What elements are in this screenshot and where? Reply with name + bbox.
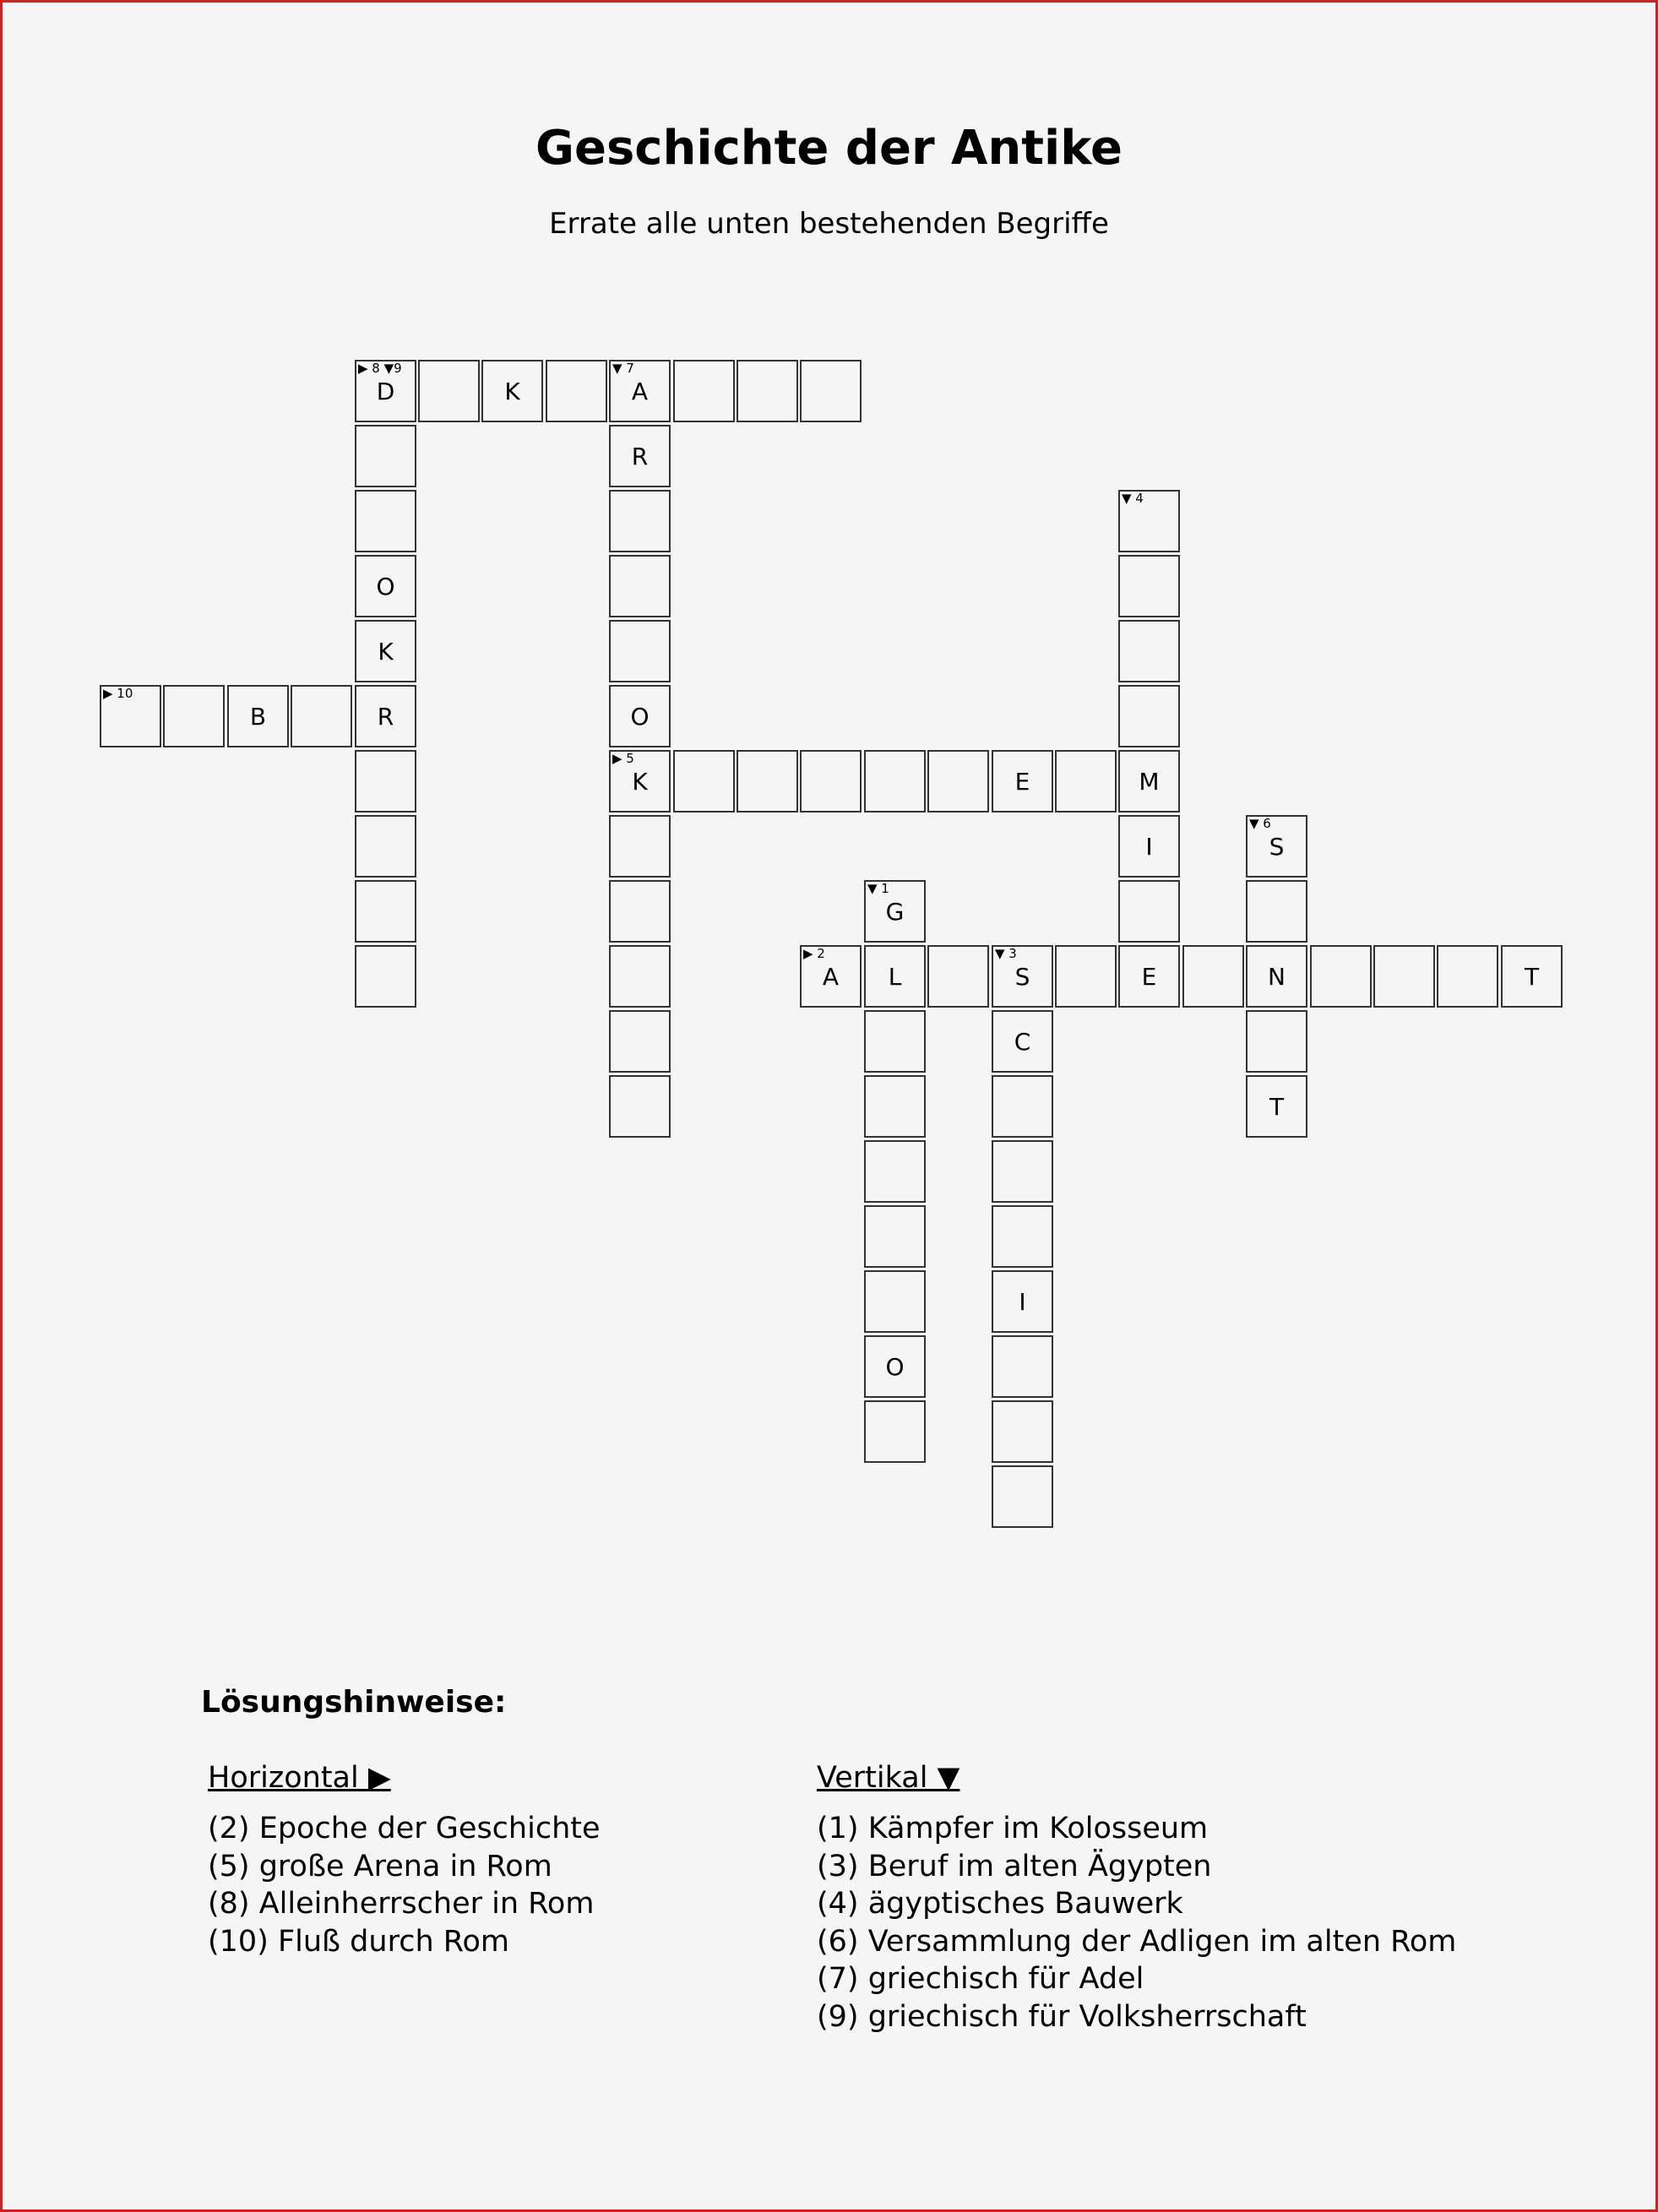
crossword-cell[interactable]	[355, 360, 416, 422]
crossword-cell[interactable]	[1182, 945, 1244, 1008]
crossword-cell[interactable]	[864, 1205, 926, 1268]
crossword-cell[interactable]	[864, 1335, 926, 1398]
cell-letter: O	[376, 572, 395, 601]
crossword-cell[interactable]	[609, 425, 671, 487]
crossword-cell[interactable]	[1118, 750, 1180, 813]
clue-vertical: (1) Kämpfer im Kolosseum	[817, 1812, 1209, 1845]
clue-number: ▼ 1	[867, 881, 889, 896]
vertical-heading: Vertikal ▼	[817, 1761, 960, 1795]
crossword-cell[interactable]	[992, 1465, 1053, 1528]
crossword-cell[interactable]	[864, 1075, 926, 1138]
clue-number: ▶ 10	[103, 686, 133, 701]
crossword-cell[interactable]	[800, 750, 862, 813]
page-subtitle: Errate alle unten bestehenden Begriffe	[549, 207, 1109, 241]
cell-letter: A	[822, 962, 840, 991]
crossword-cell[interactable]	[609, 685, 671, 747]
clue-vertical: (7) griechisch für Adel	[817, 1962, 1144, 1996]
clue-vertical: (4) ägyptisches Bauwerk	[817, 1887, 1183, 1921]
crossword-cell[interactable]	[355, 815, 416, 878]
crossword-cell[interactable]	[927, 750, 989, 813]
cell-letter: I	[1145, 832, 1153, 861]
crossword-cell[interactable]	[609, 360, 671, 422]
crossword-cell[interactable]	[355, 945, 416, 1008]
crossword-cell[interactable]	[1373, 945, 1435, 1008]
crossword-cell[interactable]	[609, 555, 671, 617]
crossword-cell[interactable]	[737, 750, 798, 813]
crossword-cell[interactable]	[481, 360, 543, 422]
hints-title: Lösungshinweise:	[201, 1685, 507, 1720]
crossword-cell[interactable]	[800, 360, 862, 422]
crossword-cell[interactable]	[992, 1205, 1053, 1268]
crossword-cell[interactable]	[355, 425, 416, 487]
crossword-cell[interactable]	[609, 945, 671, 1008]
crossword-cell[interactable]	[992, 1075, 1053, 1138]
crossword-cell[interactable]	[418, 360, 480, 422]
cell-letter: D	[376, 377, 395, 405]
crossword-cell[interactable]	[609, 880, 671, 943]
clue-number: ▼ 4	[1122, 491, 1144, 506]
crossword-cell[interactable]	[546, 360, 607, 422]
cell-letter: C	[1014, 1027, 1031, 1056]
cell-letter: N	[1268, 962, 1286, 991]
clue-number: ▼ 6	[1249, 816, 1271, 831]
clue-number: ▶ 2	[803, 946, 825, 961]
cell-letter: O	[885, 1352, 905, 1381]
crossword-cell[interactable]	[227, 685, 289, 747]
crossword-cell[interactable]	[609, 750, 671, 813]
crossword-cell[interactable]	[1118, 555, 1180, 617]
cell-letter: S	[1014, 962, 1030, 991]
cell-letter: O	[630, 702, 650, 731]
clue-number: ▼ 7	[612, 361, 634, 376]
crossword-cell[interactable]	[609, 1010, 671, 1073]
crossword-cell[interactable]	[864, 750, 926, 813]
crossword-cell[interactable]	[864, 1270, 926, 1333]
clue-horizontal: (8) Alleinherrscher in Rom	[208, 1887, 595, 1921]
crossword-cell[interactable]	[355, 555, 416, 617]
crossword-cell[interactable]	[992, 1270, 1053, 1333]
crossword-cell[interactable]	[609, 1075, 671, 1138]
cell-letter: I	[1019, 1287, 1026, 1316]
crossword-cell[interactable]	[1118, 620, 1180, 682]
crossword-cell[interactable]	[355, 620, 416, 682]
crossword-cell[interactable]	[992, 1335, 1053, 1398]
crossword-cell[interactable]	[992, 1140, 1053, 1203]
cell-letter: E	[1014, 767, 1030, 796]
cell-letter: R	[377, 702, 394, 731]
cell-letter: B	[249, 702, 267, 731]
crossword-cell[interactable]	[864, 1400, 926, 1463]
crossword-cell[interactable]	[355, 490, 416, 552]
crossword-cell[interactable]	[355, 880, 416, 943]
crossword-cell[interactable]	[1118, 815, 1180, 878]
crossword-cell[interactable]	[163, 685, 225, 747]
crossword-cell[interactable]	[1501, 945, 1563, 1008]
clue-horizontal: (10) Fluß durch Rom	[208, 1924, 510, 1959]
crossword-cell[interactable]	[609, 490, 671, 552]
crossword-cell[interactable]	[355, 685, 416, 747]
crossword-cell[interactable]	[291, 685, 352, 747]
cell-letter: A	[631, 377, 649, 405]
cell-letter: M	[1139, 767, 1160, 796]
crossword-cell[interactable]	[1118, 945, 1180, 1008]
clue-horizontal: (2) Epoche der Geschichte	[208, 1812, 601, 1845]
clue-vertical: (9) griechisch für Volksherrschaft	[817, 1999, 1307, 2034]
cell-letter: L	[888, 962, 902, 991]
clue-number: ▼ 3	[995, 946, 1017, 961]
cell-letter: T	[1524, 962, 1540, 991]
crossword-cell[interactable]	[992, 1010, 1053, 1073]
cell-letter: K	[378, 637, 394, 666]
crossword-cell[interactable]	[800, 945, 862, 1008]
crossword-cell[interactable]	[992, 945, 1053, 1008]
crossword-cell[interactable]	[1246, 1075, 1307, 1138]
cell-letter: K	[632, 767, 648, 796]
clue-number: ▶ 8 ▼9	[358, 361, 402, 376]
clue-vertical: (3) Beruf im alten Ägypten	[817, 1849, 1212, 1883]
crossword-cell[interactable]	[864, 1140, 926, 1203]
cell-letter: R	[631, 442, 649, 470]
cell-letter: K	[504, 377, 520, 405]
crossword-cell[interactable]	[992, 750, 1053, 813]
crossword-cell[interactable]	[673, 750, 735, 813]
cell-letter: E	[1141, 962, 1157, 991]
crossword-cell[interactable]	[609, 620, 671, 682]
clue-number: ▶ 5	[612, 751, 634, 766]
vertical-clues	[817, 1759, 1456, 2035]
crossword-cell[interactable]	[1310, 945, 1372, 1008]
crossword-cell[interactable]	[1437, 945, 1498, 1008]
crossword-cell[interactable]	[1055, 945, 1117, 1008]
crossword-cell[interactable]	[864, 880, 926, 943]
crossword-cell[interactable]	[100, 685, 161, 747]
clue-horizontal: (5) große Arena in Rom	[208, 1849, 552, 1883]
crossword-cell[interactable]	[1118, 490, 1180, 552]
crossword-cell[interactable]	[355, 750, 416, 813]
crossword-cell[interactable]	[673, 360, 735, 422]
page-title: Geschichte der Antike	[535, 121, 1123, 176]
crossword-cell[interactable]	[1246, 1010, 1307, 1073]
crossword-cell[interactable]	[1246, 945, 1307, 1008]
crossword-cell[interactable]	[927, 945, 989, 1008]
crossword-grid	[3, 3, 1655, 1607]
cell-letter: G	[885, 897, 905, 926]
crossword-cell[interactable]	[864, 1010, 926, 1073]
cell-letter: S	[1269, 832, 1285, 861]
clue-vertical: (6) Versammlung der Adligen im alten Rom	[817, 1924, 1457, 1959]
crossword-cell[interactable]	[864, 945, 926, 1008]
horizontal-heading: Horizontal ▶	[208, 1761, 391, 1795]
crossword-cell[interactable]	[1246, 815, 1307, 878]
crossword-cell[interactable]	[1118, 685, 1180, 747]
crossword-cell[interactable]	[1055, 750, 1117, 813]
cell-letter: T	[1269, 1092, 1285, 1121]
crossword-cell[interactable]	[609, 815, 671, 878]
crossword-cell[interactable]	[1246, 880, 1307, 943]
crossword-cell[interactable]	[1118, 880, 1180, 943]
crossword-cell[interactable]	[737, 360, 798, 422]
crossword-cell[interactable]	[992, 1400, 1053, 1463]
horizontal-clues	[208, 1759, 601, 1960]
